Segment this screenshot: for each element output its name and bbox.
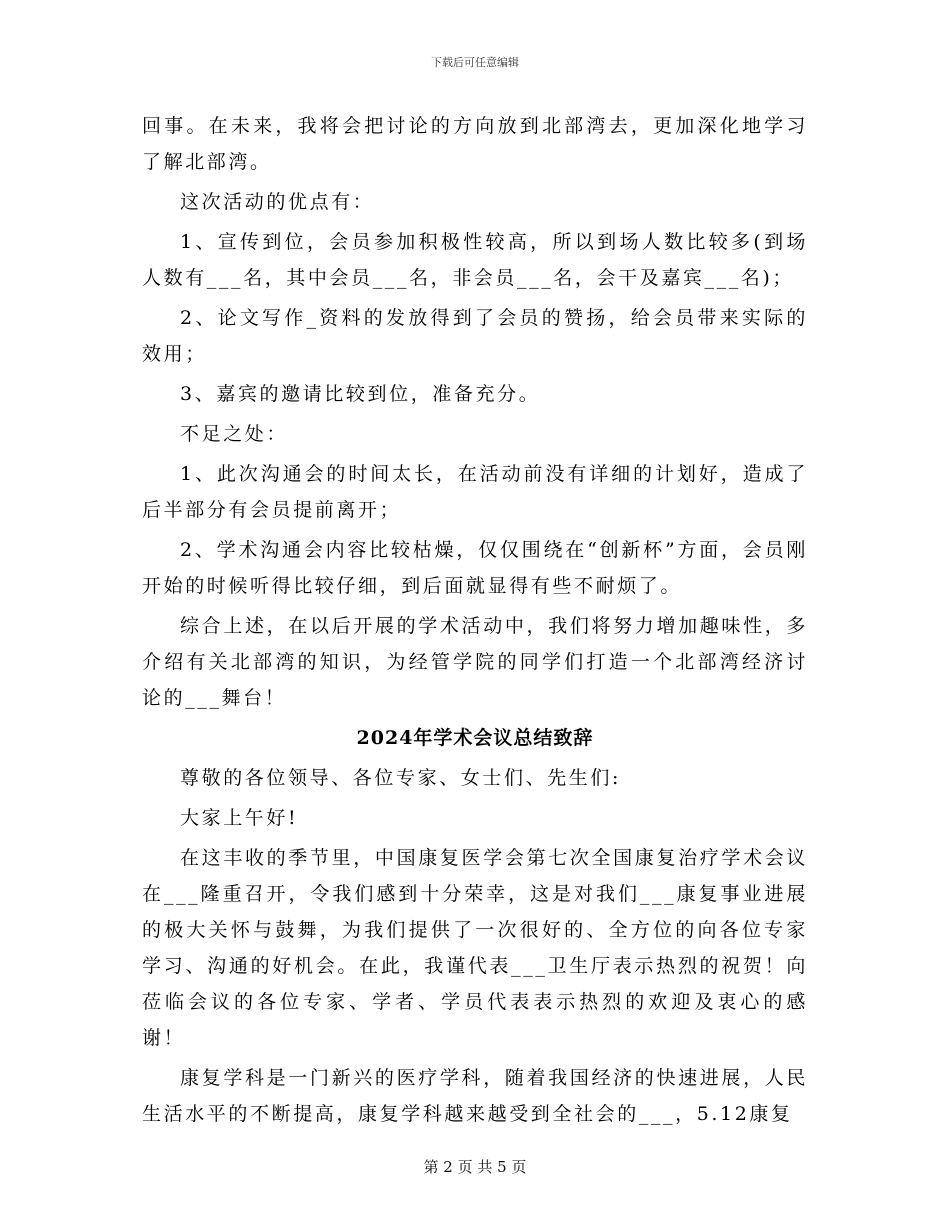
paragraph: 1、此次沟通会的时间太长，在活动前没有详细的计划好，造成了后半部分有会员提前离开；	[142, 463, 808, 521]
paragraph: 3、嘉宾的邀请比较到位，准备充分。	[180, 383, 541, 405]
paragraph: 大家上午好!	[180, 807, 299, 829]
paragraph: 2、学术沟通会内容比较枯燥，仅仅围绕在“创新杯”方面，会员刚开始的时候听得比较仔细，到后面就显得有些不耐烦了。	[142, 539, 808, 597]
paragraph: 不足之处：	[180, 423, 289, 445]
paragraph: 1、宣传到位，会员参加积极性较高，所以到场人数比较多(到场人数有___名，其中会员___名，非会员___名，会干及嘉宾___名)；	[142, 231, 808, 289]
paragraph: 康复学科是一门新兴的医疗学科，随着我国经济的快速进展，人民生活水平的不断提高，康复学科越来越受到全社会的___，5.12康复	[142, 1067, 808, 1125]
section-title: 2024年学术会议总结致辞	[356, 727, 594, 749]
paragraph: 这次活动的优点有：	[180, 191, 375, 213]
paragraph: 回事。在未来，我将会把讨论的方向放到北部湾去，更加深化地学习了解北部湾。	[142, 115, 808, 173]
page-header-note: 下载后可任意编辑	[431, 56, 519, 69]
paragraph: 综合上述，在以后开展的学术活动中，我们将努力增加趣味性，多介绍有关北部湾的知识，为经管学院的同学们打造一个北部湾经济讨论的___舞台！	[142, 615, 808, 709]
paragraph: 2、论文写作_资料的发放得到了会员的赞扬，给会员带来实际的效用；	[142, 307, 808, 365]
page-number: 第 2 页 共 5 页	[423, 1158, 527, 1176]
paragraph: 尊敬的各位领导、各位专家、女士们、先生们:	[180, 767, 622, 789]
document-body	[142, 108, 808, 1132]
paragraph: 在这丰收的季节里，中国康复医学会第七次全国康复治疗学术会议在___隆重召开，令我们感到十分荣幸，这是对我们___康复事业进展的极大关怀与鼓舞，为我们提供了一次很好的、全方位的向各位专家学习、沟通的好机会。在此，我谨代表___卫生厅表示热烈的祝贺！向莅临会议的各位专家、学者、学员代表表示热烈的欢迎及衷心的感谢！	[142, 847, 808, 1049]
